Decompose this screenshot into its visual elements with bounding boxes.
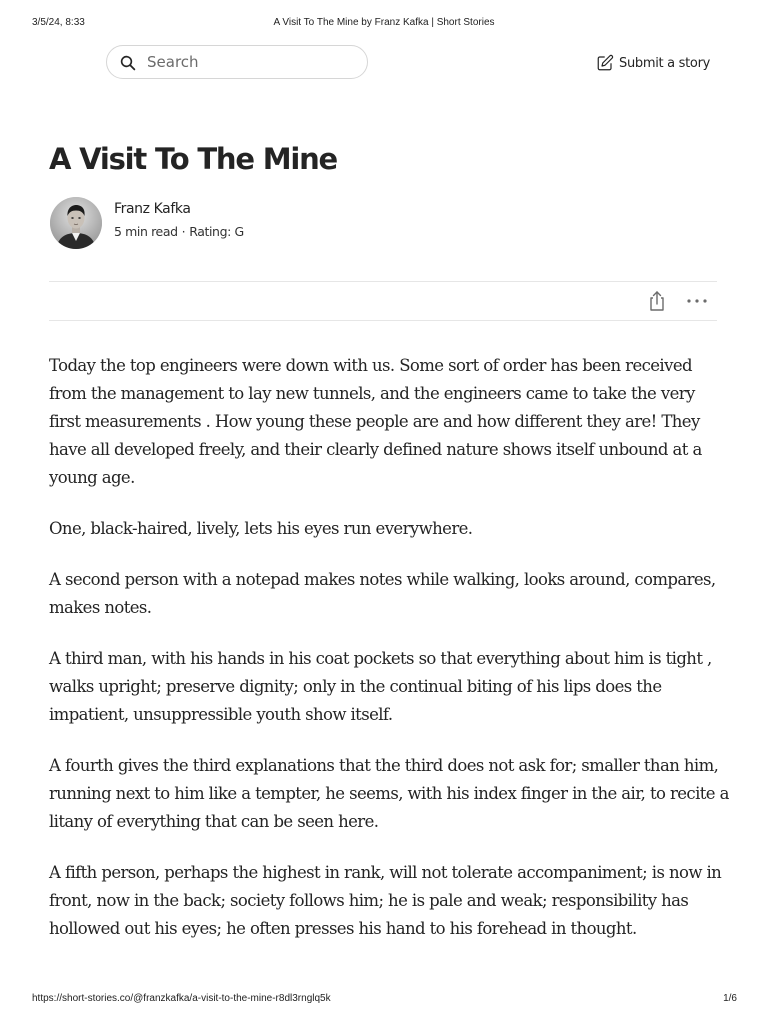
article-paragraph: A fifth person, perhaps the highest in rank, will not tolerate accompaniment; is now in front, now in the back; society follows him; he is pale and weak; responsibility has hollowed out his eyes; he often presses his hand to his forehead in thought. (49, 863, 722, 938)
print-page-number: 1/6 (723, 993, 737, 1004)
article-body (49, 352, 729, 966)
author-name[interactable]: Franz Kafka (114, 201, 191, 217)
article-paragraph: A fourth gives the third explanations that the third does not ask for; smaller than him, running next to him like a tempter, he seems, with his index finger in the air, to recite a litany of everything that can be seen here. (49, 756, 729, 831)
print-date: 3/5/24, 8:33 (32, 17, 85, 28)
article-title: A Visit To The Mine (49, 142, 338, 176)
rating: Rating: G (189, 224, 244, 239)
print-page-title: A Visit To The Mine by Franz Kafka | Short Stories (273, 17, 495, 28)
print-footer (0, 993, 768, 1007)
article-paragraph: One, black-haired, lively, lets his eyes run everywhere. (49, 519, 473, 538)
search-bar[interactable] (106, 45, 368, 79)
share-icon[interactable] (647, 290, 667, 312)
meta-separator-dot: · (181, 224, 186, 239)
author-portrait (50, 197, 102, 249)
print-header (0, 17, 768, 31)
pencil-square-icon (596, 54, 614, 72)
article-meta (114, 224, 244, 239)
search-icon (119, 54, 137, 72)
author-avatar[interactable] (50, 197, 102, 249)
print-url: https://short-stories.co/@franzkafka/a-visit-to-the-mine-r8dl3rnglq5k (32, 993, 331, 1004)
article-paragraph: A second person with a notepad makes notes while walking, looks around, compares, makes notes. (49, 570, 716, 617)
search-input[interactable] (147, 52, 347, 72)
submit-story-link[interactable] (596, 52, 710, 74)
article-paragraph: Today the top engineers were down with us. Some sort of order has been received from the management to lay new tunnels, and the engineers came to take the very first measurements . How young these people are and how different they are! They have all developed freely, and their clearly defined nature shows itself unbound at a young age. (49, 356, 702, 487)
article-paragraph: A third man, with his hands in his coat pockets so that everything about him is tight , walks upright; preserve dignity; only in the continual biting of his lips does the impatient, unsuppressible youth show itself. (49, 649, 712, 724)
submit-story-label: Submit a story (619, 55, 711, 71)
article-action-bar (49, 281, 717, 321)
read-time: 5 min read (114, 224, 178, 239)
more-horizontal-icon[interactable] (686, 291, 708, 311)
